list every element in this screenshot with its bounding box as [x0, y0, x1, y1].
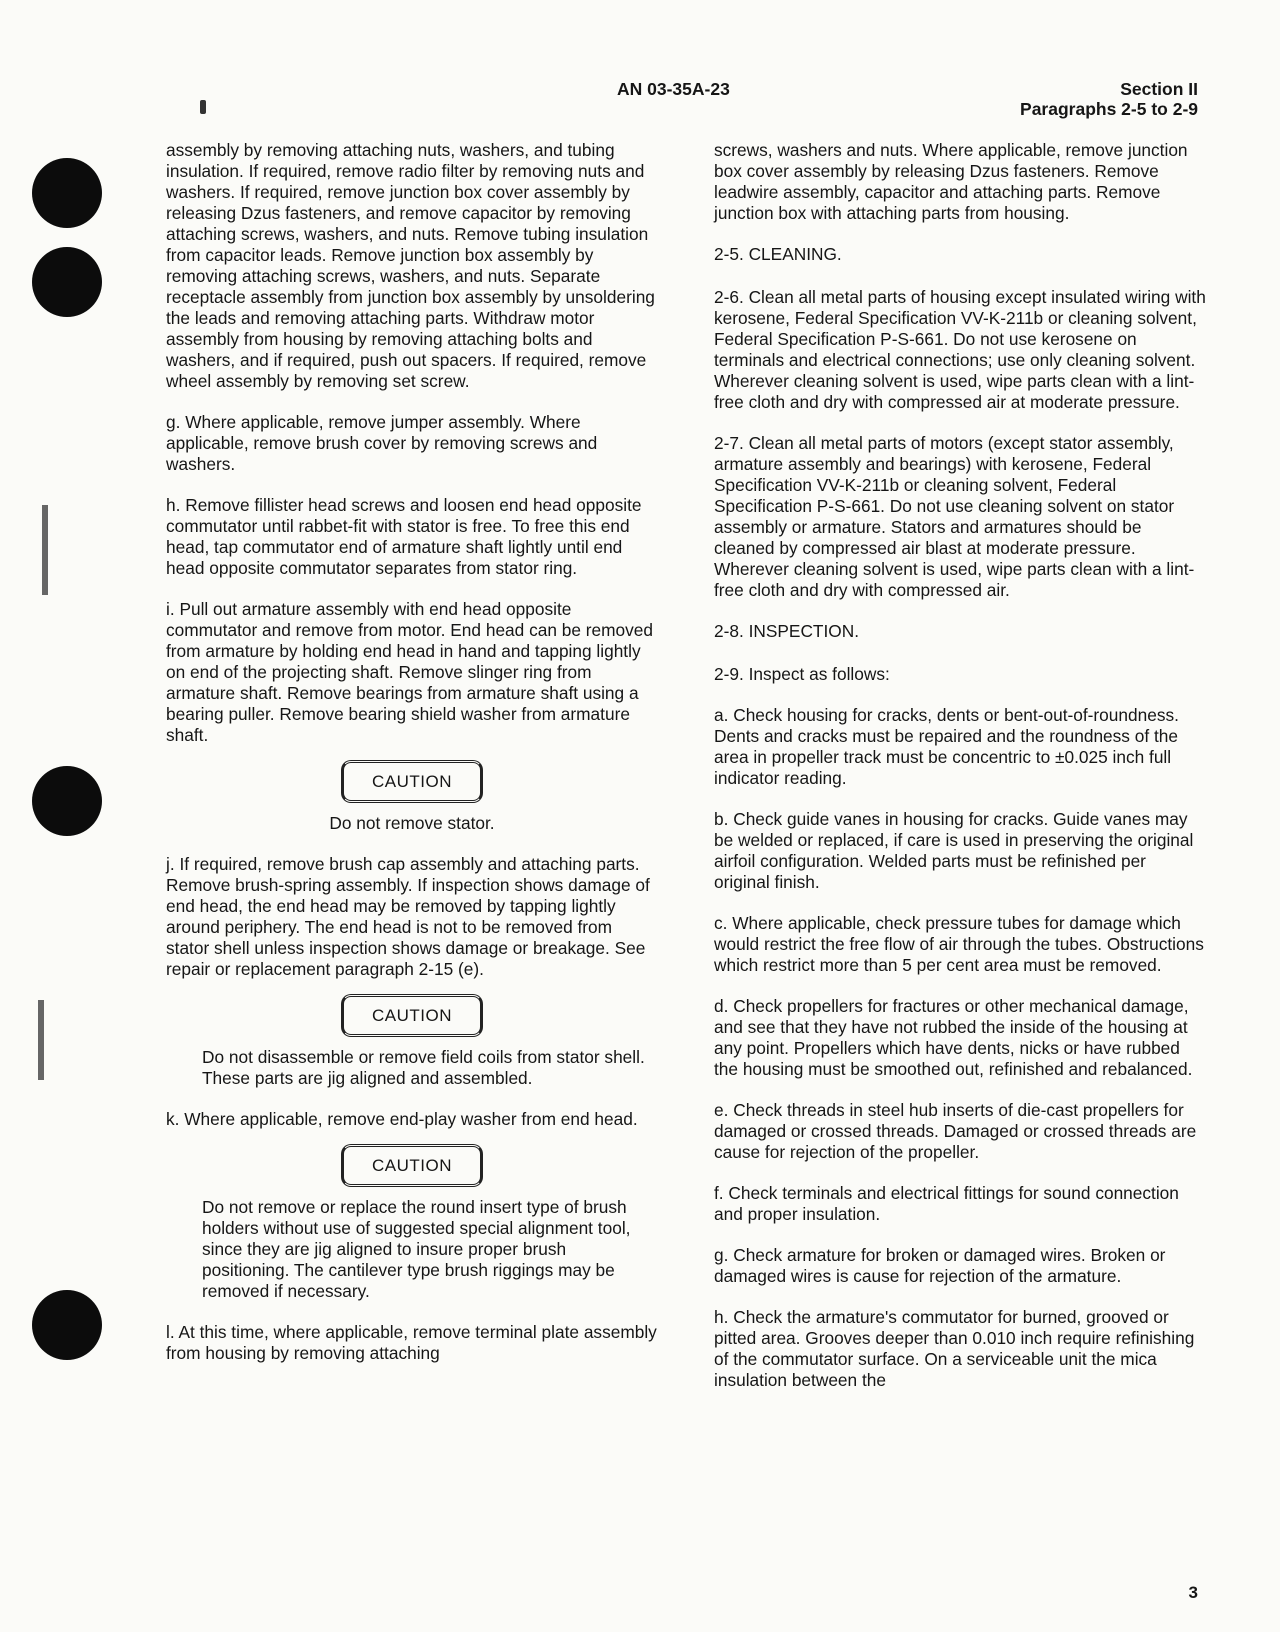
inspect-e: e. Check threads in steel hub inserts of die-cast propellers for damaged or crossed threads. Damaged or crossed threads are cause for rejection of the propeller. [714, 1100, 1197, 1162]
section-label: Section II [1120, 79, 1198, 99]
binder-hole [32, 1290, 102, 1360]
step-i: i. Pull out armature assembly with end head opposite commutator and remove from motor. End head can be removed from armature by holding end head in hand and tapping lightly on end of the projecting shaft. Remove slinger ring from armature shaft. Remove bearings from armature shaft using a bearing puller. Remove bearing shield washer from armature shaft. [166, 599, 653, 745]
caution-text: Do not remove stator. [329, 813, 495, 833]
caution-label: CAUTION [341, 994, 483, 1037]
inspect-b: b. Check guide vanes in housing for cracks. Guide vanes may be welded or replaced, if care is used in preserving the original airfoil configuration. Welded parts must be refinished per original finish. [714, 809, 1194, 892]
paragraph-range: Paragraphs 2-5 to 2-9 [1020, 99, 1198, 119]
doc-number: AN 03-35A-23 [617, 79, 730, 99]
caution-text: Do not disassemble or remove field coils from stator shell. These parts are jig aligned and assembled. [202, 1047, 645, 1088]
step-l: l. At this time, where applicable, remove terminal plate assembly from housing by removing attaching [166, 1322, 657, 1363]
caution-label: CAUTION [341, 1144, 483, 1187]
scan-mark [42, 505, 48, 595]
caution-block [166, 994, 658, 1037]
scan-mark [200, 100, 206, 114]
step-g: g. Where applicable, remove jumper assembly. Where applicable, remove brush cover by removing screws and washers. [166, 412, 598, 474]
caution-block [166, 1144, 658, 1187]
binder-hole [32, 158, 102, 228]
left-column [166, 140, 658, 1384]
scan-mark [38, 1000, 44, 1080]
binder-hole [32, 247, 102, 317]
caution-block [166, 760, 658, 803]
right-column [714, 140, 1206, 1411]
page-number: 3 [1188, 1583, 1198, 1602]
paragraph-2-7: 2-7. Clean all metal parts of motors (except stator assembly, armature assembly and bearings) with kerosene, Federal Specification VV-K-211b or cleaning solvent, Federal Specification P-S-661. Do not use cleaning solvent on stator assembly or armature. Stators and armatures should be cleaned by compressed air blast at moderate pressure. Wherever cleaning solvent is used, wipe parts clean with a lint-free cloth and dry with compressed air. [714, 433, 1195, 600]
inspect-a: a. Check housing for cracks, dents or bent-out-of-roundness. Dents and cracks must be repaired and the roundness of the area in propeller track must be concentric to ±0.025 inch full indicator reading. [714, 705, 1179, 788]
step-j: j. If required, remove brush cap assembly and attaching parts. Remove brush-spring assembly. If inspection shows damage of end head, the end head may be removed by tapping lightly around periphery. The end head is not to be removed from stator shell unless inspection shows damage or breakage. See repair or replacement paragraph 2-15 (e). [166, 854, 650, 979]
paragraph: screws, washers and nuts. Where applicable, remove junction box cover assembly by releasing Dzus fasteners. Remove leadwire assembly, capacitor and attaching parts. Remove junction box with attaching parts from housing. [714, 140, 1188, 223]
paragraph-2-9: 2-9. Inspect as follows: [714, 664, 890, 684]
step-k: k. Where applicable, remove end-play washer from end head. [166, 1109, 638, 1129]
section-heading-cleaning: 2-5. CLEANING. [714, 244, 842, 264]
inspect-f: f. Check terminals and electrical fittings for sound connection and proper insulation. [714, 1183, 1179, 1224]
section-heading-inspection: 2-8. INSPECTION. [714, 621, 860, 641]
step-h: h. Remove fillister head screws and loosen end head opposite commutator until rabbet-fit with stator is free. To free this end head, tap commutator end of armature shaft lightly until end head opposite commutator separates from stator ring. [166, 495, 642, 578]
binder-hole [32, 766, 102, 836]
caution-text: Do not remove or replace the round insert type of brush holders without use of suggested special alignment tool, since they are jig aligned to insure proper brush positioning. The cantilever type brush riggings may be removed if necessary. [202, 1197, 631, 1301]
paragraph-2-6: 2-6. Clean all metal parts of housing except insulated wiring with kerosene, Federal Specification VV-K-211b or cleaning solvent, Federal Specification P-S-661. Do not use kerosene on terminals and electrical connections; use only cleaning solvent. Wherever cleaning solvent is used, wipe parts clean with a lint-free cloth and dry with compressed air at moderate pressure. [714, 287, 1206, 412]
paragraph: assembly by removing attaching nuts, washers, and tubing insulation. If required, remove radio filter by removing nuts and washers. If required, remove junction box cover assembly by releasing Dzus fasteners, and remove capacitor by removing attaching screws, washers, and nuts. Remove tubing insulation from capacitor leads. Remove junction box assembly by removing attaching screws, washers, and nuts. Separate receptacle assembly from junction box assembly by unsoldering the leads and removing attaching parts. Withdraw motor assembly from housing by removing attaching bolts and washers, and if required, push out spacers. If required, remove wheel assembly by removing set screw. [166, 140, 655, 391]
caution-label: CAUTION [341, 760, 483, 803]
inspect-h: h. Check the armature's commutator for burned, grooved or pitted area. Grooves deeper than 0.010 inch require refinishing of the commutator surface. On a serviceable unit the mica insulation between the [714, 1307, 1195, 1390]
inspect-d: d. Check propellers for fractures or other mechanical damage, and see that they have not rubbed the inside of the housing at any point. Propellers which have dents, nicks or have rubbed the housing must be smoothed out, refinished and rebalanced. [714, 996, 1193, 1079]
inspect-g: g. Check armature for broken or damaged wires. Broken or damaged wires is cause for rejection of the armature. [714, 1245, 1166, 1286]
inspect-c: c. Where applicable, check pressure tubes for damage which would restrict the free flow of air through the tubes. Obstructions which restrict more than 5 per cent area must be removed. [714, 913, 1204, 975]
